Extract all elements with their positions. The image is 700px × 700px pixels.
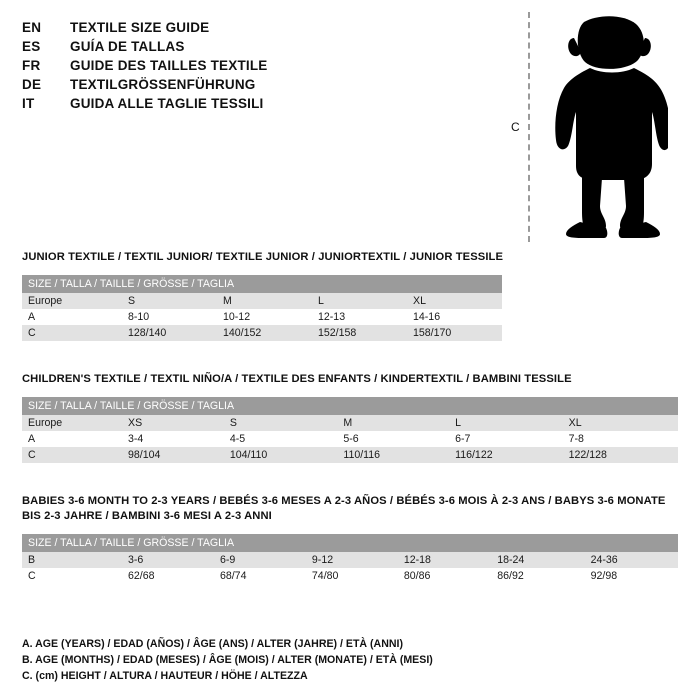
table-babies-header: SIZE / TALLA / TAILLE / GRÖSSE / TAGLIA (22, 534, 678, 552)
cell: 74/80 (306, 568, 398, 584)
table-row (22, 568, 678, 584)
row-label: Europe (22, 415, 122, 431)
table-junior-header: SIZE / TALLA / TAILLE / GRÖSSE / TAGLIA (22, 275, 502, 293)
table-children-header: SIZE / TALLA / TAILLE / GRÖSSE / TAGLIA (22, 397, 678, 415)
cell: 152/158 (312, 325, 407, 341)
cell: 80/86 (398, 568, 491, 584)
table-row (22, 293, 502, 309)
title-row-en (22, 20, 502, 35)
title-lang-de: DE (22, 77, 42, 92)
cell: 86/92 (491, 568, 584, 584)
row-label: Europe (22, 293, 122, 309)
cell: 12-18 (398, 552, 491, 568)
cell: 8-10 (122, 309, 217, 325)
title-text-fr: GUIDE DES TAILLES TEXTILE (70, 58, 268, 73)
title-text-en: TEXTILE SIZE GUIDE (70, 20, 210, 35)
cell: 158/170 (407, 325, 502, 341)
table-row (22, 431, 678, 447)
cell: S (224, 415, 338, 431)
measurement-figure (511, 12, 680, 242)
cell: 9-12 (306, 552, 398, 568)
cell: 128/140 (122, 325, 217, 341)
table-row (22, 534, 678, 552)
title-text-de: TEXTILGRÖSSENFÜHRUNG (70, 77, 256, 92)
cell: M (337, 415, 449, 431)
title-text-es: GUÍA DE TALLAS (70, 39, 185, 54)
table-children (22, 397, 678, 463)
cell: 110/116 (337, 447, 449, 463)
cell: 14-16 (407, 309, 502, 325)
table-babies (22, 534, 678, 584)
cell: 12-13 (312, 309, 407, 325)
row-label: A (22, 309, 122, 325)
cell: XL (563, 415, 678, 431)
table-junior (22, 275, 502, 341)
title-row-de (22, 77, 502, 92)
title-lang-fr: FR (22, 58, 41, 73)
cell: 6-7 (449, 431, 563, 447)
footnote-a: A. AGE (YEARS) / EDAD (AÑOS) / ÂGE (ANS) / ALTER (JAHRE) / ETÀ (ANNI) (22, 638, 403, 650)
table-row (22, 552, 678, 568)
cell: 5-6 (337, 431, 449, 447)
cell: L (312, 293, 407, 309)
title-row-es (22, 39, 502, 54)
table-row (22, 309, 502, 325)
title-row-fr (22, 58, 502, 73)
table-row (22, 415, 678, 431)
cell: L (449, 415, 563, 431)
title-lang-it: IT (22, 96, 35, 111)
child-silhouette-icon (548, 16, 668, 243)
cell: 10-12 (217, 309, 312, 325)
table-row (22, 447, 678, 463)
cell: 122/128 (563, 447, 678, 463)
cell: 6-9 (214, 552, 306, 568)
footnote-c: C. (cm) HEIGHT / ALTURA / HAUTEUR / HÖHE / ALTEZZA (22, 670, 308, 682)
cell: 62/68 (122, 568, 214, 584)
row-label: C (22, 325, 122, 341)
cell: XS (122, 415, 224, 431)
title-row-it (22, 96, 502, 111)
cell: M (217, 293, 312, 309)
cell: 7-8 (563, 431, 678, 447)
title-lang-es: ES (22, 39, 41, 54)
section-heading-babies: BABIES 3-6 MONTH TO 2-3 YEARS / BEBÉS 3-6 MESES A 2-3 AÑOS / BÉBÉS 3-6 MOIS À 2-3 ANS / BABYS 3-6 MONATE BIS 2-3 JAHRE / BAMBINI 3-6 MESI A 2-3 ANNI (22, 495, 666, 522)
table-row (22, 397, 678, 415)
cell: 92/98 (585, 568, 678, 584)
row-label: C (22, 447, 122, 463)
row-label: C (22, 568, 122, 584)
cell: 98/104 (122, 447, 224, 463)
title-block (22, 20, 502, 115)
cell: 116/122 (449, 447, 563, 463)
cell: S (122, 293, 217, 309)
cell: 68/74 (214, 568, 306, 584)
height-measure-label: C (508, 118, 523, 136)
footnotes (22, 636, 682, 684)
table-row (22, 325, 502, 341)
cell: 3-4 (122, 431, 224, 447)
cell: 3-6 (122, 552, 214, 568)
cell: 140/152 (217, 325, 312, 341)
table-row (22, 275, 502, 293)
section-heading-junior: JUNIOR TEXTILE / TEXTIL JUNIOR/ TEXTILE JUNIOR / JUNIORTEXTIL / JUNIOR TESSILE (22, 251, 504, 263)
cell: 18-24 (491, 552, 584, 568)
cell: 4-5 (224, 431, 338, 447)
title-text-it: GUIDA ALLE TAGLIE TESSILI (70, 96, 264, 111)
footnote-b: B. AGE (MONTHS) / EDAD (MESES) / ÂGE (MOIS) / ALTER (MONATE) / ETÀ (MESI) (22, 654, 433, 666)
row-label: B (22, 552, 122, 568)
cell: 24-36 (585, 552, 678, 568)
row-label: A (22, 431, 122, 447)
height-dashed-line (528, 12, 530, 242)
cell: XL (407, 293, 502, 309)
title-lang-en: EN (22, 20, 42, 35)
section-heading-children: CHILDREN'S TEXTILE / TEXTIL NIÑO/A / TEXTILE DES ENFANTS / KINDERTEXTIL / BAMBINI TESSILE (22, 373, 572, 385)
cell: 104/110 (224, 447, 338, 463)
